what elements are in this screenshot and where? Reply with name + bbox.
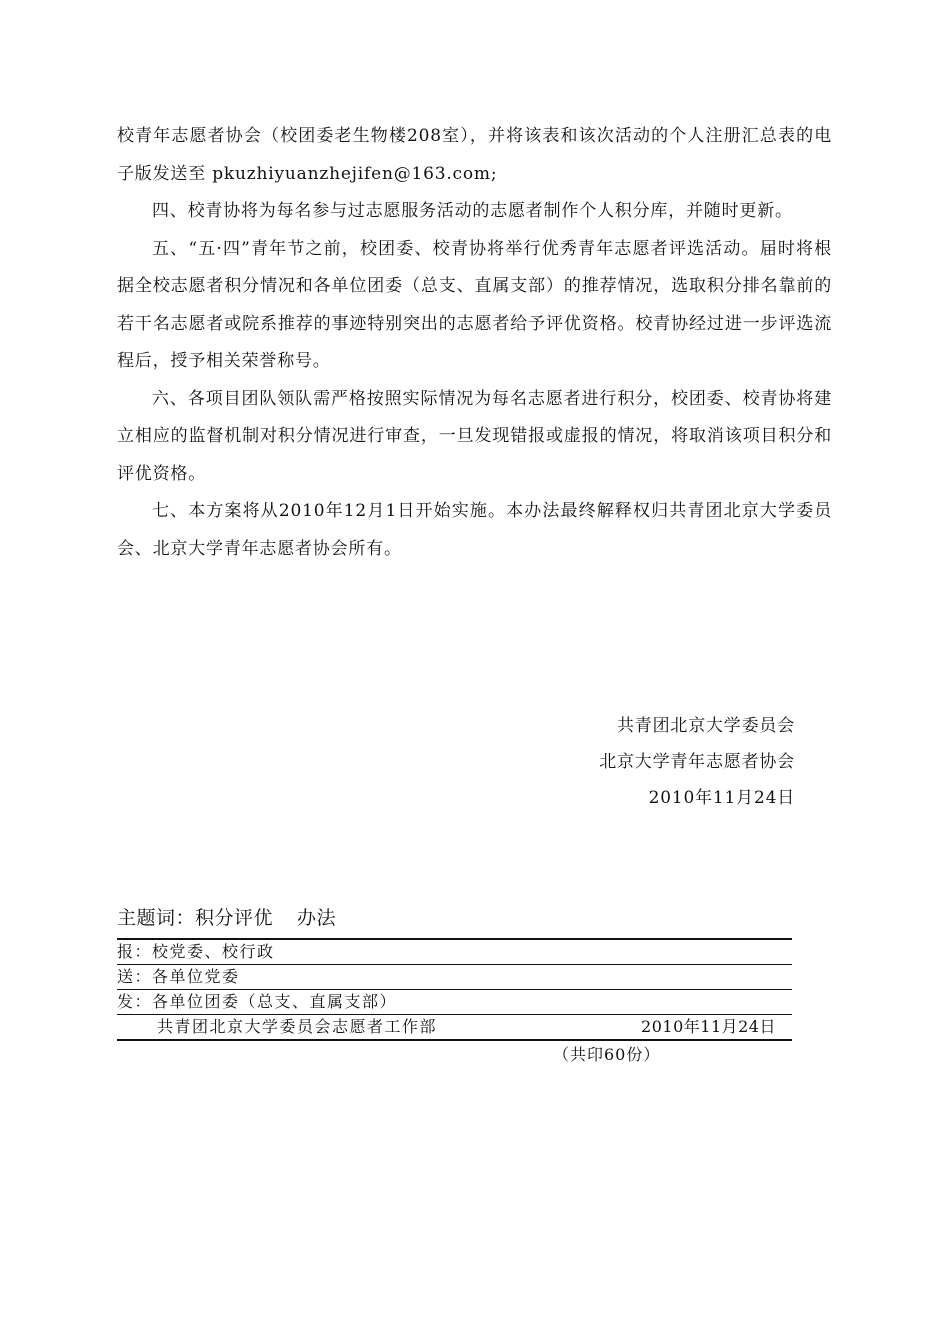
send-text: 送：各单位党委 [117, 967, 240, 986]
subject-keywords [117, 903, 336, 930]
distribution-row-issuer [117, 1015, 792, 1041]
signature-org-1: 共青团北京大学委员会 [617, 716, 795, 736]
print-copies: （共印60份） [553, 1045, 661, 1064]
paragraph-item-7: 七、本方案将从2010年12月1日开始实施。本办法最终解释权归共青团北京大学委员会、北京大学青年志愿者协会所有。 [117, 501, 832, 559]
paragraph-item-5: 五、“五·四”青年节之前，校团委、校青协将举行优秀青年志愿者评选活动。届时将根据全校志愿者积分情况和各单位团委（总支、直属支部）的推荐情况，选取积分排名靠前的若干名志愿者或院系推荐的事迹特别突出的志愿者给予评优资格。校青协经过进一步评选流程后，授予相关荣誉称号。 [117, 238, 832, 371]
distribution-row-send [117, 965, 792, 990]
issue-date: 2010年11月24日 [641, 1017, 776, 1036]
issuer-department: 共青团北京大学委员会志愿者工作部 [157, 1017, 438, 1036]
distribution-row-issue [117, 990, 792, 1015]
distribution-row-report [117, 940, 792, 965]
signature-date: 2010年11月24日 [648, 788, 795, 808]
body-text [117, 118, 832, 568]
paragraph-item-4: 四、校青协将为每名参与过志愿服务活动的志愿者制作个人积分库，并随时更新。 [152, 201, 793, 221]
distribution-table [117, 938, 792, 1041]
keywords-label: 主题词：积分评优 [117, 907, 274, 929]
signature-block [599, 708, 795, 816]
paragraph-continuation: 校青年志愿者协会（校团委老生物楼208室），并将该表和该次活动的个人注册汇总表的电子版发送至 pkuzhiyuanzhejifen@163.com; [117, 126, 832, 184]
keywords-term: 办法 [297, 907, 337, 929]
signature-org-2: 北京大学青年志愿者协会 [599, 752, 795, 772]
report-text: 报：校党委、校行政 [117, 942, 275, 961]
paragraph-item-6: 六、各项目团队领队需严格按照实际情况为每名志愿者进行积分，校团委、校青协将建立相应的监督机制对积分情况进行审查，一旦发现错报或虚报的情况，将取消该项目积分和评优资格。 [117, 388, 832, 484]
issue-text: 发：各单位团委（总支、直属支部） [117, 992, 398, 1011]
